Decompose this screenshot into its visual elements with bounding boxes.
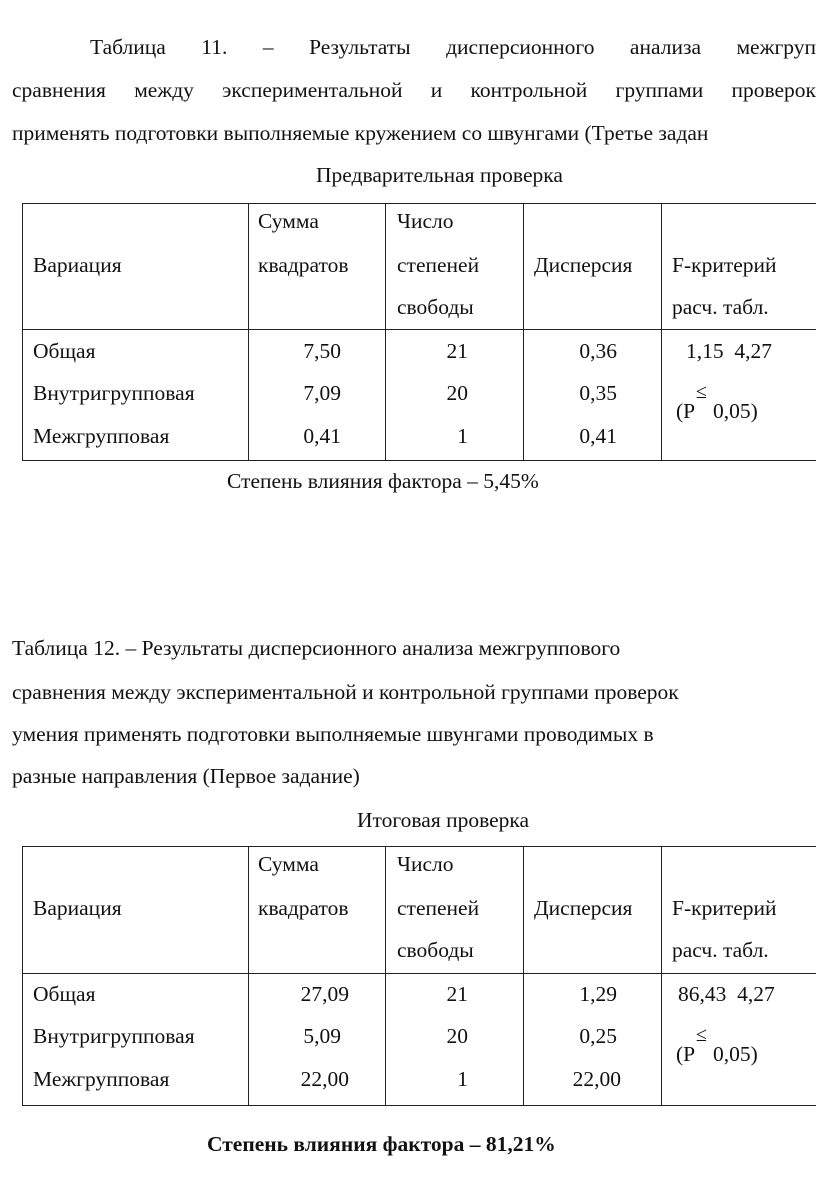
table11-caption-line-1: Таблица 11. – Результаты дисперсионного анализа межгруп <box>90 35 816 59</box>
header-sum-2: квадратов <box>258 253 349 277</box>
row-name: Общая <box>33 982 96 1006</box>
row-dof: 20 <box>446 1024 468 1048</box>
row-disp: 22,00 <box>572 1067 621 1091</box>
less-equal-symbol: ≤ <box>696 1024 707 1046</box>
row-name: Межгрупповая <box>33 1067 170 1091</box>
row-sum: 7,09 <box>303 381 341 405</box>
row-dof: 20 <box>446 381 468 405</box>
header-dof-2: степеней <box>397 896 480 920</box>
row-name: Внутригрупповая <box>33 1024 195 1048</box>
row-dof: 21 <box>446 982 468 1006</box>
row-disp: 0,35 <box>579 381 617 405</box>
f-values: 1,15 4,27 <box>686 339 772 363</box>
row-sum: 0,41 <box>303 424 341 448</box>
table11-caption-line-2: сравнения между экспериментальной и контрольной группами проверок <box>12 78 816 102</box>
header-f-criterion: F-критерий <box>672 896 777 920</box>
header-dof-2: степеней <box>397 253 480 277</box>
table12 <box>22 846 816 1106</box>
header-variation: Вариация <box>33 896 122 920</box>
header-dof-1: Число <box>397 852 454 876</box>
table12-subtitle: Итоговая проверка <box>357 808 530 832</box>
row-dof: 1 <box>457 424 468 448</box>
p-suffix: 0,05) <box>713 399 758 423</box>
header-dof-1: Число <box>397 209 454 233</box>
row-disp: 0,41 <box>579 424 617 448</box>
header-f-sub: расч. табл. <box>672 295 769 319</box>
table12-caption-line-2: сравнения между экспериментальной и контрольной группами проверок <box>12 680 679 704</box>
table12-caption-line-4: разные направления (Первое задание) <box>12 764 360 788</box>
table11-caption-line-3: применять подготовки выполняемые кружением со швунгами (Третье задан <box>12 121 709 145</box>
row-dof: 21 <box>446 339 468 363</box>
p-prefix: (P <box>676 1042 696 1066</box>
row-sum: 22,00 <box>300 1067 349 1091</box>
f-values: 86,43 4,27 <box>678 982 775 1006</box>
header-variation: Вариация <box>33 253 122 277</box>
row-disp: 1,29 <box>579 982 617 1006</box>
table12-caption-line-1: Таблица 12. – Результаты дисперсионного анализа межгруппового <box>12 636 621 660</box>
row-disp: 0,36 <box>579 339 617 363</box>
header-sum-2: квадратов <box>258 896 349 920</box>
row-dof: 1 <box>457 1067 468 1091</box>
header-dof-3: свободы <box>397 295 474 319</box>
header-f-sub: расч. табл. <box>672 938 769 962</box>
table11-influence: Степень влияния фактора – 5,45% <box>227 469 539 493</box>
less-equal-symbol: ≤ <box>696 381 707 403</box>
table11 <box>22 203 816 461</box>
table11-subtitle: Предварительная проверка <box>316 163 563 187</box>
row-sum: 27,09 <box>300 982 349 1006</box>
table12-caption-line-3: умения применять подготовки выполняемые швунгами проводимых в <box>12 722 654 746</box>
row-name: Межгрупповая <box>33 424 170 448</box>
row-sum: 7,50 <box>303 339 341 363</box>
header-f-criterion: F-критерий <box>672 253 777 277</box>
row-sum: 5,09 <box>303 1024 341 1048</box>
row-name: Внутригрупповая <box>33 381 195 405</box>
row-disp: 0,25 <box>579 1024 617 1048</box>
p-suffix: 0,05) <box>713 1042 758 1066</box>
p-prefix: (P <box>676 399 696 423</box>
header-dof-3: свободы <box>397 938 474 962</box>
header-dispersion: Дисперсия <box>534 253 633 277</box>
table12-influence: Степень влияния фактора – 81,21% <box>207 1132 556 1156</box>
header-sum-1: Сумма <box>258 209 319 233</box>
header-dispersion: Дисперсия <box>534 896 633 920</box>
header-sum-1: Сумма <box>258 852 319 876</box>
row-name: Общая <box>33 339 96 363</box>
